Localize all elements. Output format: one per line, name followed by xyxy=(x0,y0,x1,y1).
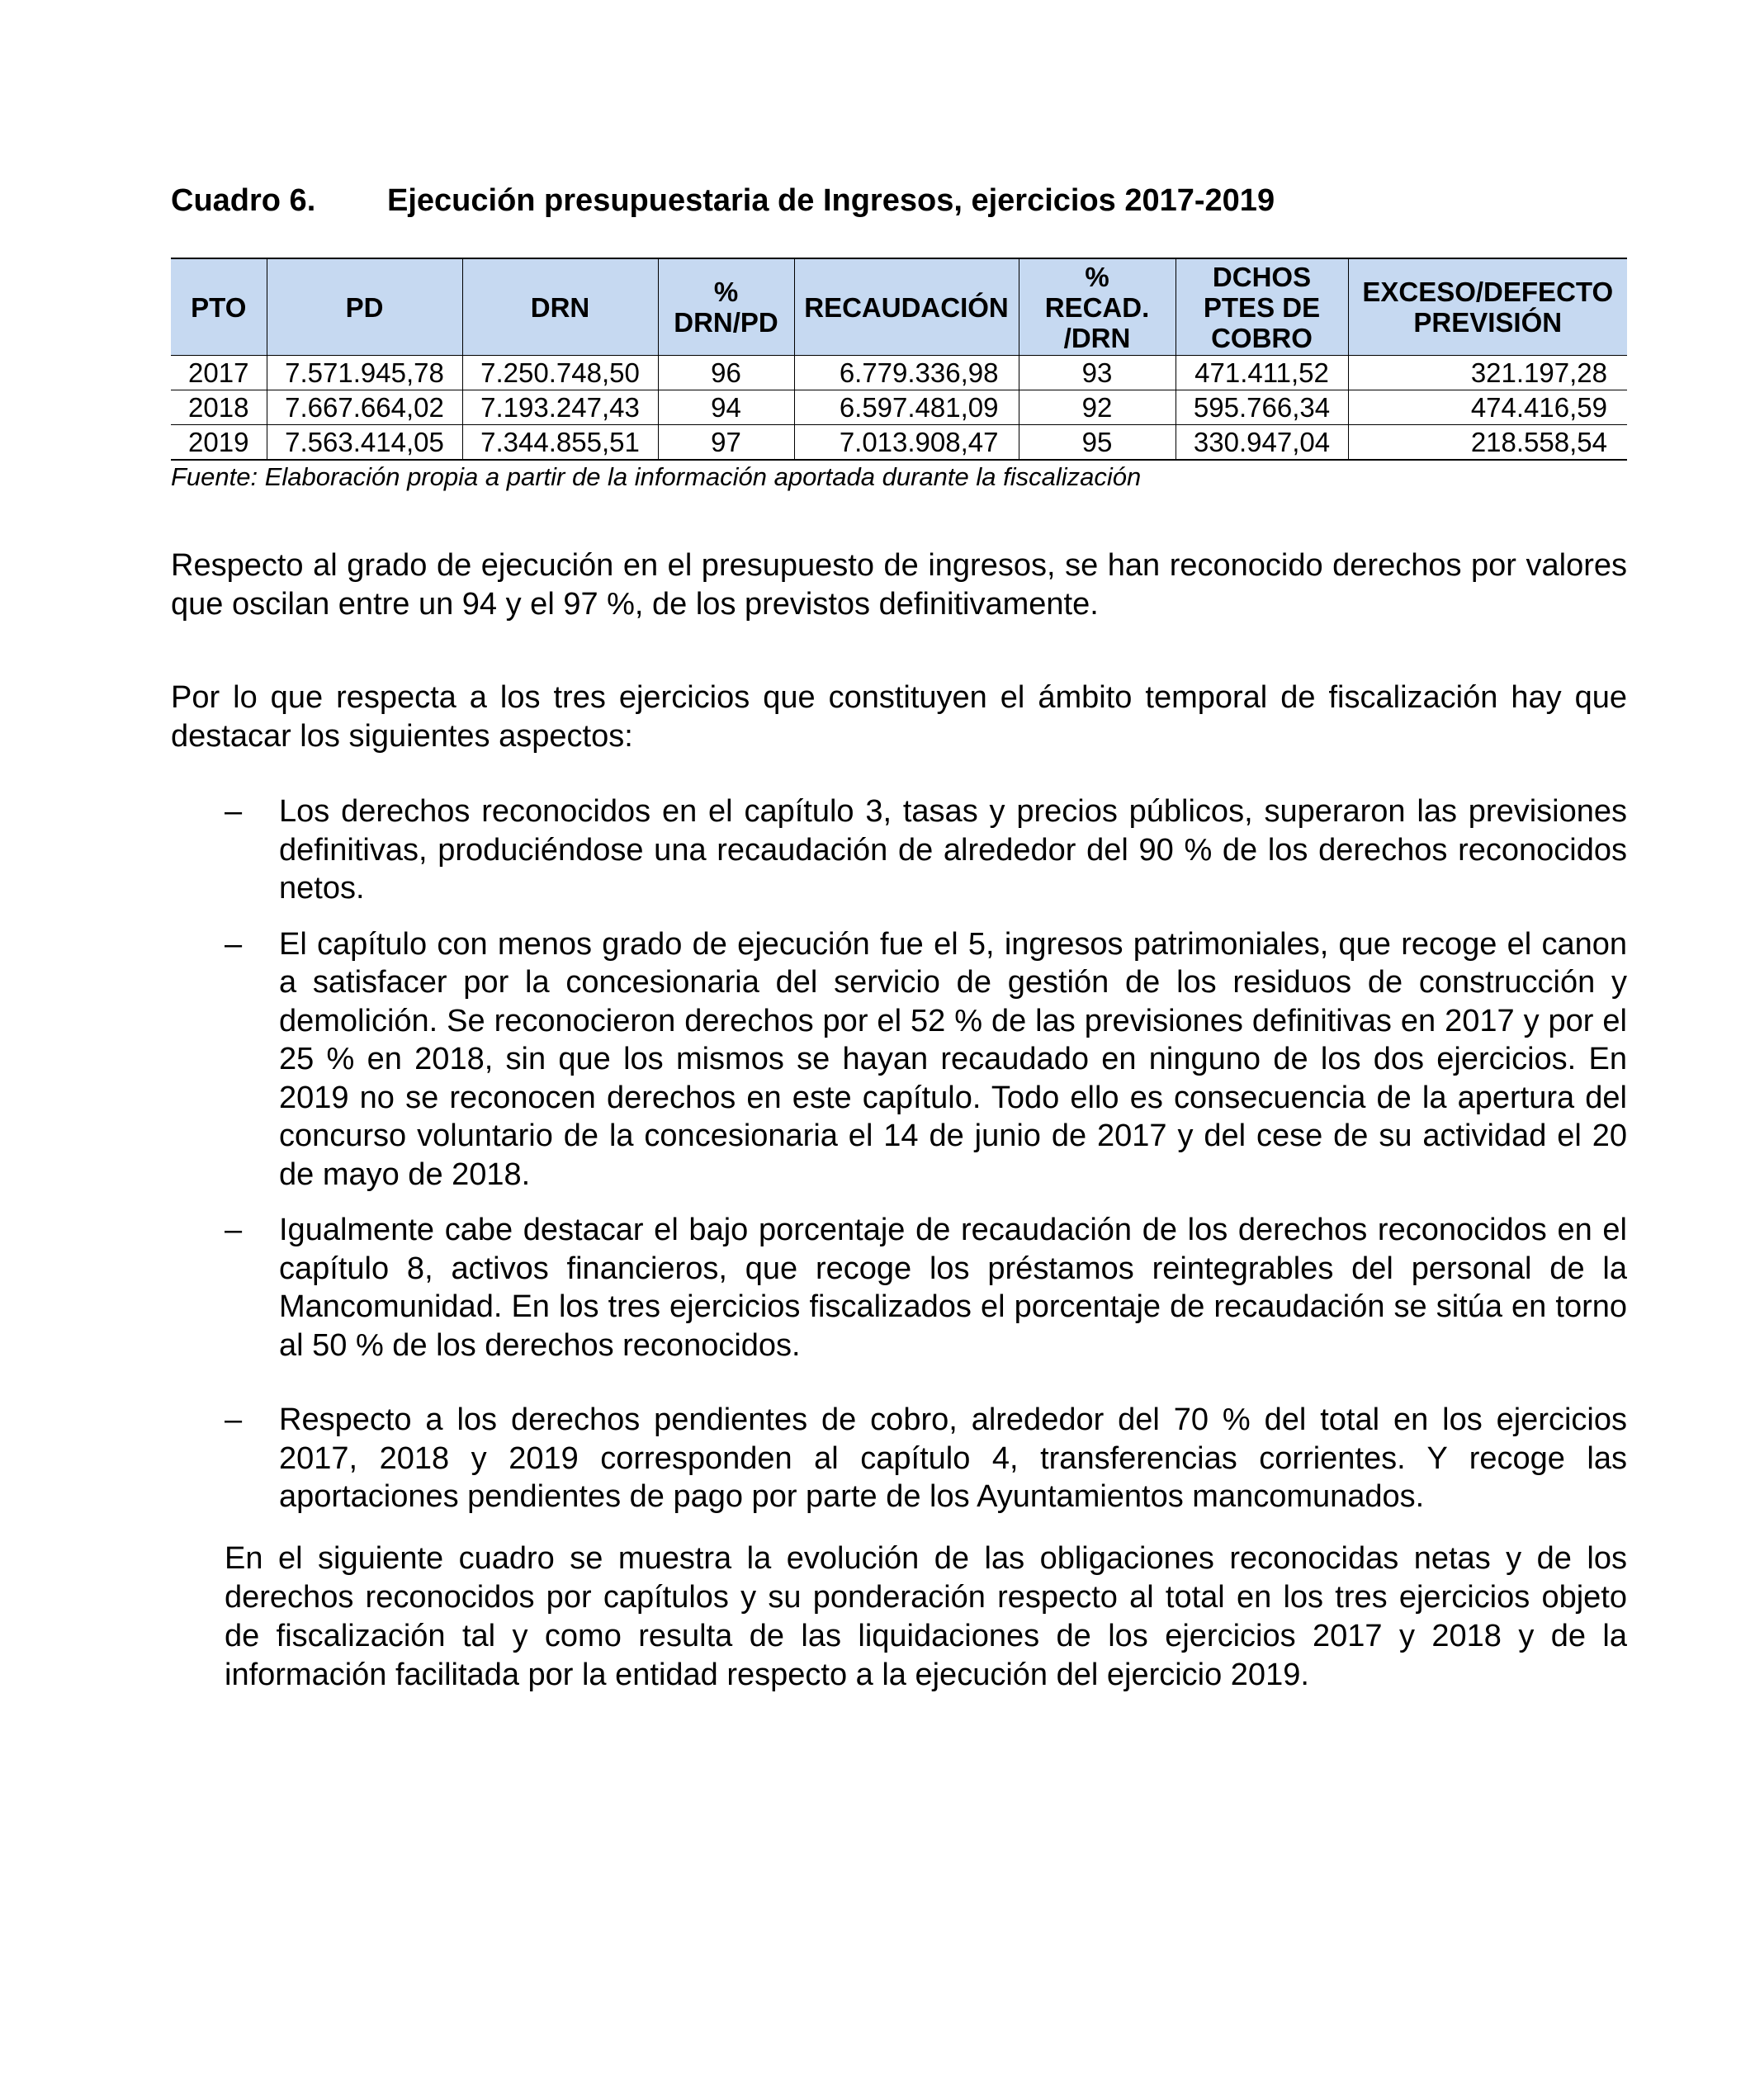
header-pto: PTO xyxy=(171,258,267,356)
cell-pto: 2017 xyxy=(171,356,267,390)
header-drn: DRN xyxy=(462,258,658,356)
cell-exceso-defecto: 474.416,59 xyxy=(1348,390,1627,425)
table-source-note: Fuente: Elaboración propia a partir de la información aportada durante la fiscalización xyxy=(171,462,1142,491)
header-pd: PD xyxy=(267,258,462,356)
table-caption xyxy=(171,183,1275,219)
dash-bullet-icon: – xyxy=(225,794,243,829)
list-item-text: Los derechos reconocidos en el capítulo 3, tasas y precios públicos, superaron las previsiones definitivas, produciéndose una recaudación de alrededor del 90 % de los derechos reconocidos netos. xyxy=(279,794,1627,906)
cell-pct-recad-drn: 95 xyxy=(1019,425,1176,461)
cell-exceso-defecto: 218.558,54 xyxy=(1348,425,1627,461)
cell-drn: 7.250.748,50 xyxy=(462,356,658,390)
dash-bullet-icon: – xyxy=(225,1213,243,1247)
dash-bullet-icon: – xyxy=(225,1402,243,1437)
list-item xyxy=(171,1211,1627,1365)
list-item xyxy=(171,792,1627,908)
list-item-text: El capítulo con menos grado de ejecución fue el 5, ingresos patrimoniales, que recoge el canon a satisfacer por la concesionaria del servicio de gestión de los residuos de construcción y demolición. Se reconocieron derechos por el 52 % de las previsiones definitivas en 2017 y por el 25 % en 2018, sin que los mismos se hayan recaudado en ninguno de los dos ejercicios. En 2019 no se reconocen derechos en este capítulo. Todo ello es consecuencia de la apertura del concurso voluntario de la concesionaria el 14 de junio de 2017 y del cese de su actividad el 20 de mayo de 2018. xyxy=(279,926,1627,1192)
aspects-list xyxy=(171,792,1627,1516)
header-recaudacion: RECAUDACIÓN xyxy=(794,258,1019,356)
cell-recaudacion: 7.013.908,47 xyxy=(794,425,1019,461)
cell-dchos-ptes-cobro: 330.947,04 xyxy=(1176,425,1348,461)
paragraph-aspects-intro: Por lo que respecta a los tres ejercicios que constituyen el ámbito temporal de fiscalización hay que destacar los siguientes aspectos: xyxy=(171,680,1627,754)
paragraph-next-table-intro: En el siguiente cuadro se muestra la evolución de las obligaciones reconocidas netas y de los derechos reconocidos por capítulos y su ponderación respecto al total en los tres ejercicios objeto de fiscalización tal y como resulta de las liquidaciones de los ejercicios 2017 y 2018 y de la información facilitada por la entidad respecto a la ejecución del ejercicio 2019. xyxy=(225,1541,1627,1692)
cell-pct-drn-pd: 94 xyxy=(658,390,794,425)
list-item-text: Respecto a los derechos pendientes de cobro, alrededor del 70 % del total en los ejercicios 2017, 2018 y 2019 corresponden al capítulo 4, transferencias corrientes. Y recoge las aportaciones pendientes de pago por parte de los Ayuntamientos mancomunados. xyxy=(279,1402,1627,1514)
paragraph-execution-degree: Respecto al grado de ejecución en el presupuesto de ingresos, se han reconocido derechos por valores que oscilan entre un 94 y el 97 %, de los previstos definitivamente. xyxy=(171,548,1627,622)
cell-pto: 2019 xyxy=(171,425,267,461)
cell-dchos-ptes-cobro: 595.766,34 xyxy=(1176,390,1348,425)
table-row xyxy=(171,390,1627,425)
cell-pd: 7.563.414,05 xyxy=(267,425,462,461)
cell-pct-drn-pd: 97 xyxy=(658,425,794,461)
cell-pct-recad-drn: 93 xyxy=(1019,356,1176,390)
caption-title: Ejecución presupuestaria de Ingresos, ejercicios 2017-2019 xyxy=(387,183,1275,218)
table-header-row xyxy=(171,258,1627,356)
table-row xyxy=(171,425,1627,461)
cell-pto: 2018 xyxy=(171,390,267,425)
header-pct-recad-drn: % RECAD. /DRN xyxy=(1019,258,1176,356)
caption-number: Cuadro 6. xyxy=(171,183,316,218)
cell-pct-recad-drn: 92 xyxy=(1019,390,1176,425)
cell-drn: 7.344.855,51 xyxy=(462,425,658,461)
cell-drn: 7.193.247,43 xyxy=(462,390,658,425)
cell-pct-drn-pd: 96 xyxy=(658,356,794,390)
budget-execution-table xyxy=(171,258,1627,461)
header-pct-drn-pd: % DRN/PD xyxy=(658,258,794,356)
cell-dchos-ptes-cobro: 471.411,52 xyxy=(1176,356,1348,390)
dash-bullet-icon: – xyxy=(225,926,243,962)
cell-exceso-defecto: 321.197,28 xyxy=(1348,356,1627,390)
list-item xyxy=(171,925,1627,1194)
header-exceso-defecto: EXCESO/DEFECTO PREVISIÓN xyxy=(1348,258,1627,356)
cell-recaudacion: 6.779.336,98 xyxy=(794,356,1019,390)
cell-pd: 7.667.664,02 xyxy=(267,390,462,425)
cell-pd: 7.571.945,78 xyxy=(267,356,462,390)
header-dchos-ptes-cobro: DCHOS PTES DE COBRO xyxy=(1176,258,1348,356)
list-item xyxy=(171,1401,1627,1516)
list-item-text: Igualmente cabe destacar el bajo porcentaje de recaudación de los derechos reconocidos en el capítulo 8, activos financieros, que recoge los préstamos reintegrables del personal de la Mancomunidad. En los tres ejercicios fiscalizados el porcentaje de recaudación se sitúa en torno al 50 % de los derechos reconocidos. xyxy=(279,1213,1627,1363)
cell-recaudacion: 6.597.481,09 xyxy=(794,390,1019,425)
table-row xyxy=(171,356,1627,390)
